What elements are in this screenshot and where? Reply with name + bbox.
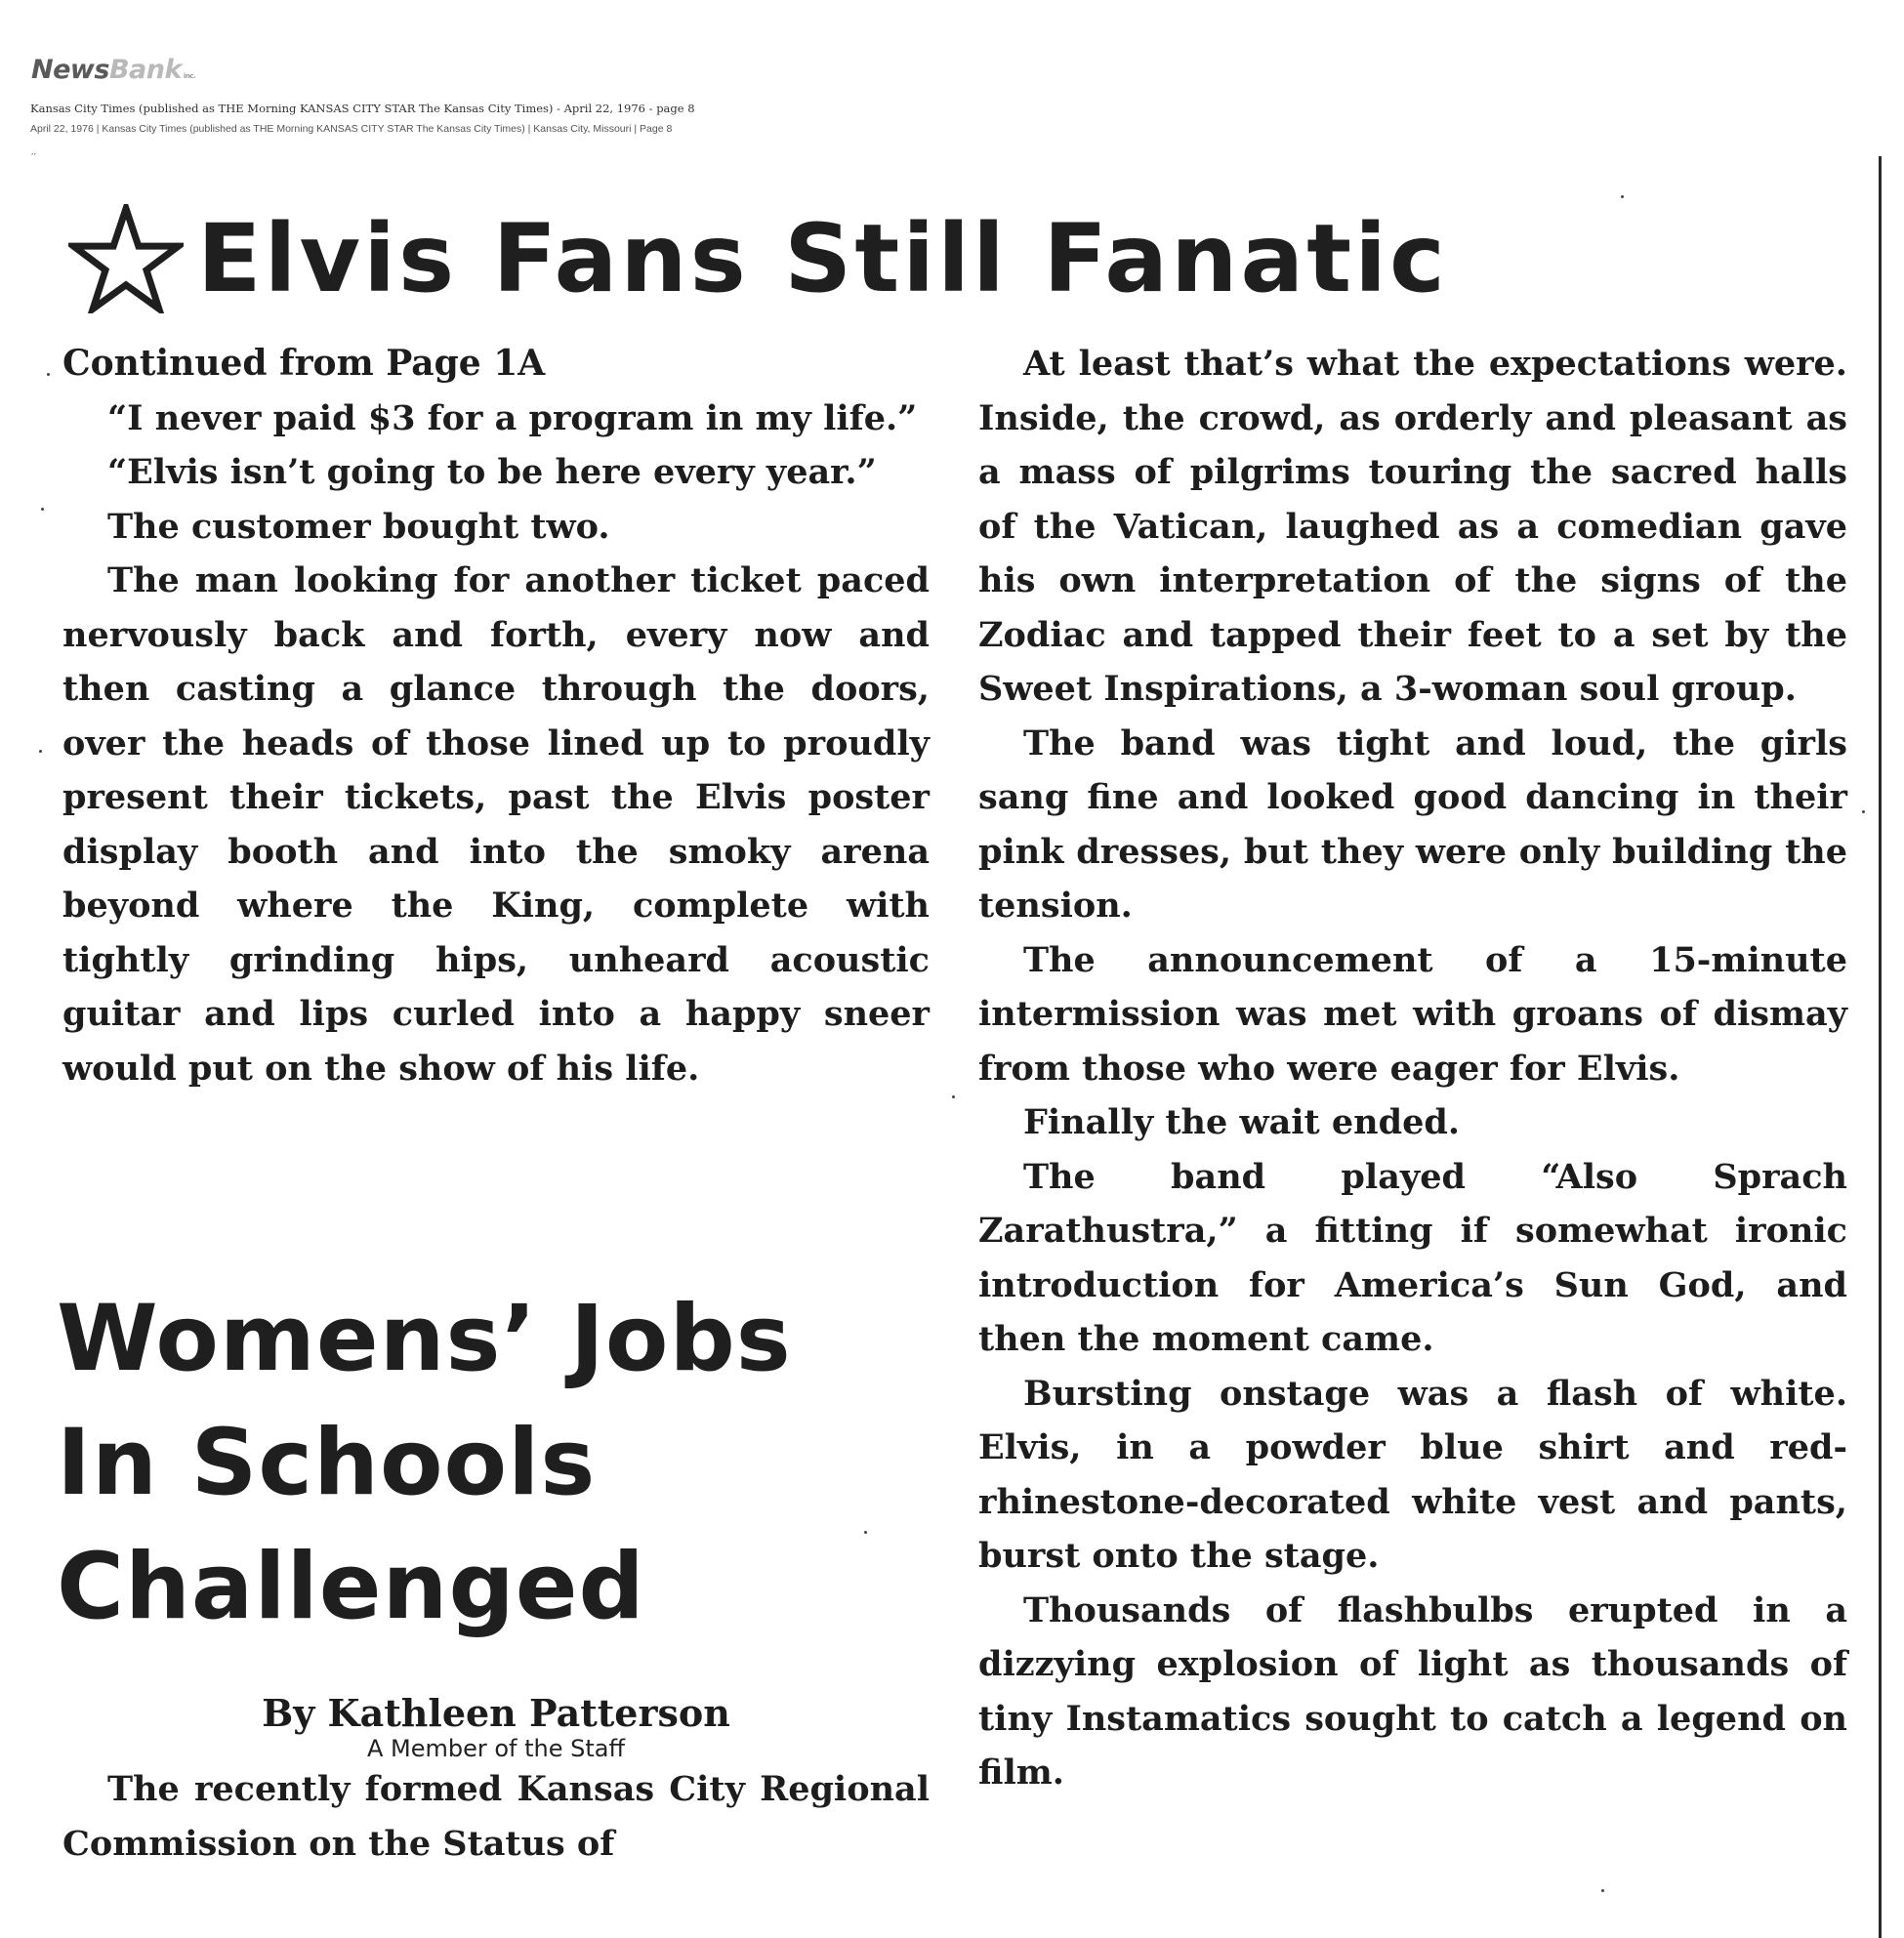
paragraph: The customer bought two. <box>107 506 610 547</box>
left-column <box>62 337 930 1095</box>
byline-author: By Kathleen Patterson <box>262 1691 730 1735</box>
paragraph: The recently formed Kansas City Regional Commission on the Status of <box>62 1769 930 1864</box>
second-article-headline <box>57 1277 916 1649</box>
newsbank-logo <box>31 55 195 85</box>
scan-speck <box>39 750 42 753</box>
source-title: Kansas City Times (published as THE Morning KANSAS CITY STAR The Kansas City Times) - April 22, 1976 - page 8 <box>30 102 695 115</box>
scan-speck <box>1862 810 1865 813</box>
paragraph: At least that’s what the expectations were. Inside, the crowd, as orderly and pleasant as a mass of pilgrims touring the sacred halls of the Vatican, laughed as a comedian gave his own interpretation of the signs of the Zodiac and tapped their feet to a set by the Sweet Inspirations, a 3-woman soul group. <box>978 344 1847 709</box>
headline-line: Womens’ Jobs <box>57 1286 792 1392</box>
paragraph: “I never paid $3 for a program in my life.” <box>107 397 918 438</box>
second-article-body <box>62 1762 930 1871</box>
paragraph: Finally the wait ended. <box>1023 1102 1461 1142</box>
logo-bank-text: Bank <box>108 55 182 85</box>
scan-speck <box>952 1095 955 1098</box>
article-headline <box>68 200 1448 317</box>
scan-speck <box>1601 1889 1604 1892</box>
citation-line: April 22, 1976 | Kansas City Times (published as THE Morning KANSAS CITY STAR The Kansas City Times) | Kansas City, Missouri | Page 8 <box>30 123 673 135</box>
star-outline-icon <box>68 204 184 313</box>
page-mark: ′′ <box>31 151 36 164</box>
logo-suffix-text: inc. <box>183 72 196 80</box>
paragraph: The band was tight and loud, the girls sang fine and looked good dancing in their pink dresses, but they were only building the tension. <box>978 722 1847 926</box>
logo-news-text: News <box>31 55 109 85</box>
scan-speck <box>41 508 44 511</box>
headline-text: Elvis Fans Still Fanatic <box>197 204 1448 313</box>
paragraph: The announcement of a 15-minute intermission was met with groans of dismay from those who were eager for Elvis. <box>978 939 1847 1089</box>
paragraph: Thousands of flashbulbs erupted in a dizzying explosion of light as thousands of tiny Instamatics sought to catch a legend on film. <box>978 1589 1847 1793</box>
headline-line: In Schools <box>57 1410 597 1516</box>
scan-speck <box>1621 195 1624 198</box>
scan-speck <box>864 1531 867 1534</box>
paragraph: “Elvis isn’t going to be here every year.” <box>107 452 877 492</box>
continued-from-label: Continued from Page 1A <box>62 343 546 384</box>
paragraph: The band played “Also Sprach Zarathustra,” a fitting if somewhat ironic introduction for America’s Sun God, and then the moment came. <box>978 1156 1847 1359</box>
headline-line: Challenged <box>57 1534 645 1640</box>
scan-speck <box>47 373 50 376</box>
paragraph: The man looking for another ticket paced nervously back and forth, every now and then casting a glance through the doors, over the heads of those lined up to proudly present their tickets, past the Elvis poster display booth and into the smoky arena beyond where the King, complete with tightly grinding hips, unheard acoustic guitar and lips curled into a happy sneer would put on the show of his life. <box>62 560 930 1089</box>
byline-role: A Member of the Staff <box>366 1735 626 1762</box>
right-column <box>978 337 1847 1800</box>
byline <box>62 1692 930 1762</box>
paragraph: Bursting onstage was a flash of white. Elvis, in a powder blue shirt and red-rhinestone-decorated white vest and pants, burst onto the stage. <box>978 1373 1847 1576</box>
column-rule <box>1879 156 1882 1938</box>
